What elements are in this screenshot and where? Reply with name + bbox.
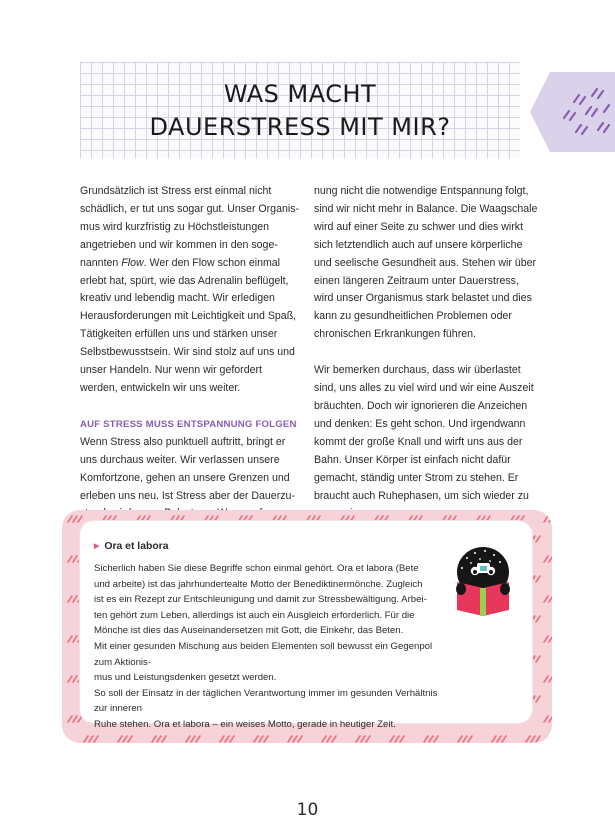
paragraph-intro: Grundsätzlich ist Stress erst einmal nicht schädlich, er tut uns sogar gut. Unser Organis- mus wird kurzfristig zu Höchstleistungen angetrieben und wir kommen in den soge- nannten Flow. Wer den Flow schon einmal erlebt hat, spürt, wie das Adrenalin beflügelt, kreativ und lebendig macht. Wir erledigen Herausforderungen mit Leichtigkeit und Spaß, Tätigkeiten erfüllen uns und stärken unser Selbstbewusstsein. Wir sind stolz auf uns und unser Handeln. Nur wenn wir gefordert werden, entwickeln wir uns weiter. — [80, 185, 300, 394]
text-column-left — [80, 183, 304, 541]
section-subheading: AUF STRESS MUSS ENTSPANNUNG FOLGEN — [80, 418, 297, 430]
paragraph-overload: Wir bemerken durchaus, dass wir überlastet sind, uns alles zu viel wird und wir eine Auszeit bräuchten. Doch wir ignorieren die Anzeichen und denken: Es geht schon. Und irgendwann kommt der große Knall und wirft uns aus der Bahn. Unser Körper ist einfach nicht dafür gemacht, ständig unter Strom zu stehen. Er braucht auch Ruhephasen, um sich wieder zu — [314, 364, 534, 502]
triangle-bullet-icon: ▶ — [94, 543, 100, 550]
page-title — [80, 78, 520, 144]
title-line-2: DAUERSTRESS MIT MIR? — [149, 113, 451, 141]
page-number: 10 — [296, 800, 319, 820]
title-line-1: WAS MACHT — [223, 80, 377, 108]
paragraph-balance: nung nicht die notwendige Entspannung folgt, sind wir nicht mehr in Balance. Die Waagschale wird auf einer Seite zu schwer und dies wirkt sich letztendlich auch auf unsere körperliche und seelische Gesundheit aus. Stehen wir über einen längeren Zeitraum unter Dauerstress, wird unser Organismus stark belastet und dies kann zu gesundheitlichen Problemen oder chronischen Erkrankungen führen. — [314, 185, 538, 341]
info-box-title: ▶ Ora et labora — [94, 541, 169, 552]
paragraph-stress: Wenn Stress also punktuell auftritt, bringt er uns durchaus weiter. Wir verlassen unsere Komfortzone, gehen an unsere Grenzen und erleben uns neu. Ist Stress aber der Dauerzu- — [80, 435, 295, 502]
info-box-text: Sicherlich haben Sie diese Begriffe schon einmal gehört. Ora et labora (Bete und arbeite) ist das jahrhundertealte Motto der Benediktinermönche. Zugleich ist es ein Rezept zur Entschleunigung und damit zur Stressbewältigung. Arbei- ten gehört zum Leben, allerdings ist auch ein Ausgleich erforderlich. Für die Mönche ist dies das Auseinandersetzen mit Gott, die Einkehr, das Beten. Mit einer gesunden Mischung aus beiden Elementen soll bewusst ein Gegenpol zum Aktionis- mus und Leistungsdenken gesetzt werden. So soll der Einsatz in der täglichen Verantwortung immer im gesunden Verhältnis zur inneren Ruhe stehen. Ora et labora – ein weises Motto, gerade in heutiger Zeit. — [94, 563, 438, 730]
text-column-right — [314, 183, 538, 523]
reading-mascot-icon — [447, 542, 519, 618]
corner-tab-decoration — [530, 72, 615, 152]
